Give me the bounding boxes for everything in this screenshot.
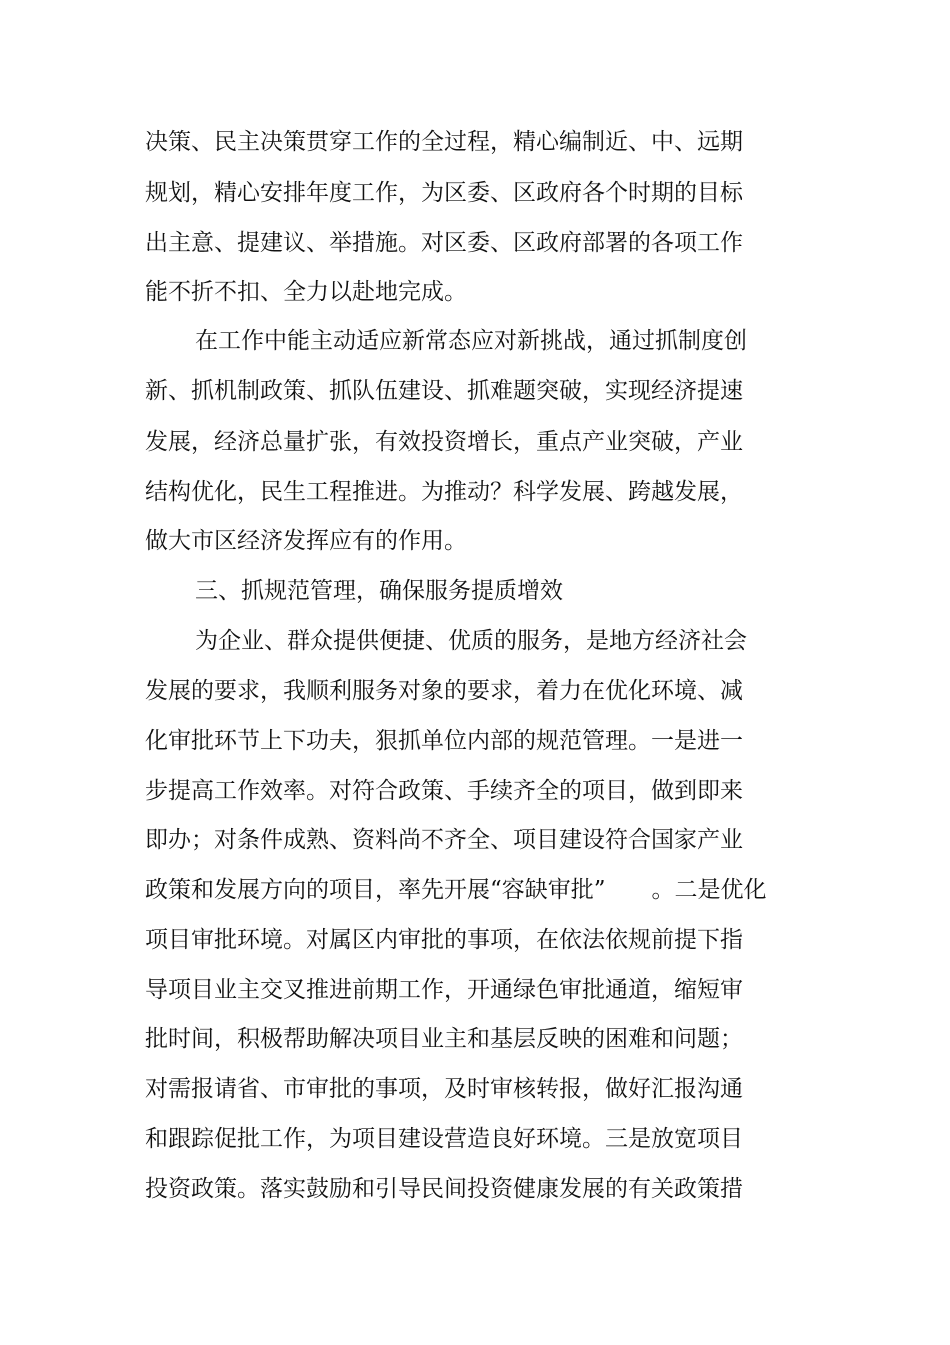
text-line: 规划，精心安排年度工作，为区委、区政府各个时期的目标	[145, 180, 743, 206]
text-line: 化审批环节上下功夫，狠抓单位内部的规范管理。一是进一	[145, 728, 743, 754]
text-line: 能不折不扣、全力以赴地完成。	[145, 279, 467, 305]
text-line: 批时间，积极帮助解决项目业主和基层反映的困难和问题；	[145, 1026, 743, 1052]
text-line: 对需报请省、市审批的事项，及时审核转报，做好汇报沟通	[145, 1076, 743, 1102]
text-line: 发展的要求，我顺利服务对象的要求，着力在优化环境、减	[145, 678, 743, 704]
text-line: 新、抓机制政策、抓队伍建设、抓难题突破，实现经济提速	[145, 378, 743, 404]
section-heading: 三、抓规范管理，确保服务提质增效	[195, 578, 563, 604]
text-line: 投资政策。落实鼓励和引导民间投资健康发展的有关政策措	[145, 1176, 743, 1202]
text-line: 结构优化，民生工程推进。为推动？科学发展、跨越发展，	[145, 479, 743, 505]
text-line: 步提高工作效率。对符合政策、手续齐全的项目，做到即来	[145, 778, 743, 804]
text-line: 决策、民主决策贯穿工作的全过程，精心编制近、中、远期	[145, 129, 743, 155]
text-line: 发展，经济总量扩张，有效投资增长，重点产业突破，产业	[145, 429, 743, 455]
text-line: 做大市区经济发挥应有的作用。	[145, 528, 467, 554]
text-line: 导项目业主交叉推进前期工作，开通绿色审批通道，缩短审	[145, 977, 743, 1003]
text-line: 为企业、群众提供便捷、优质的服务，是地方经济社会	[195, 628, 747, 654]
text-line: 即办；对条件成熟、资料尚不齐全、项目建设符合国家产业	[145, 827, 743, 853]
text-line: 项目审批环境。对属区内审批的事项，在依法依规前提下指	[145, 927, 743, 953]
text-line: 和跟踪促批工作，为项目建设营造良好环境。三是放宽项目	[145, 1126, 743, 1152]
text-line: 在工作中能主动适应新常态应对新挑战，通过抓制度创	[195, 328, 747, 354]
text-line: 政策和发展方向的项目，率先开展“容缺审批” 。二是优化	[145, 877, 767, 903]
text-line: 出主意、提建议、举措施。对区委、区政府部署的各项工作	[145, 230, 743, 256]
